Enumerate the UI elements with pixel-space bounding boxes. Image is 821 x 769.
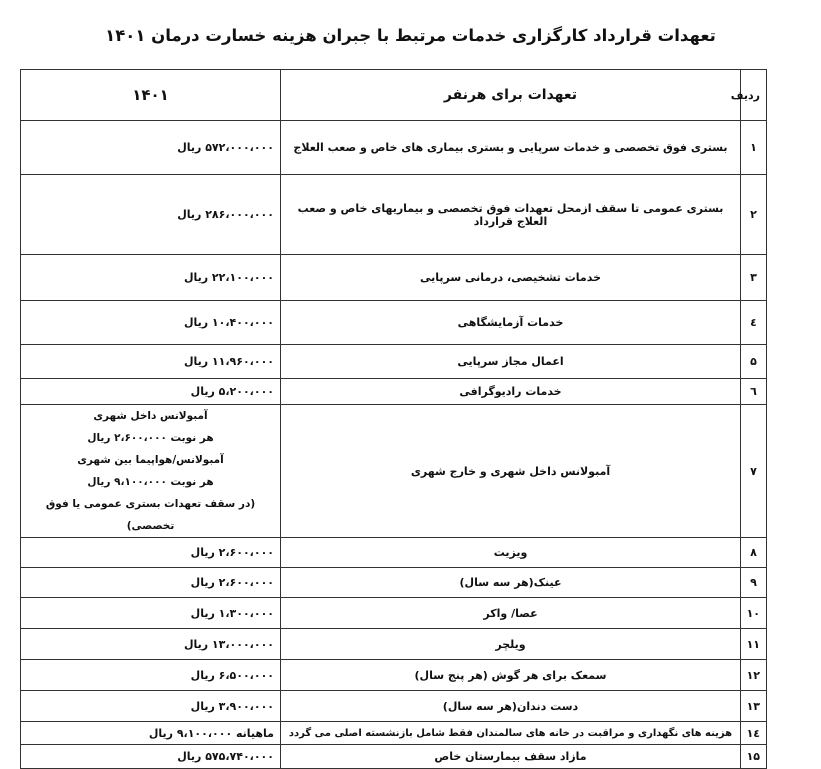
- amount-line: آمبولانس داخل شهری: [93, 410, 208, 422]
- row-number: ۸: [741, 538, 767, 568]
- table-row: [21, 691, 767, 722]
- row-amount: ۵۷۵،۷۴۰،۰۰۰ ریال: [21, 745, 281, 769]
- row-number: ۷: [741, 405, 767, 538]
- row-amount: ۱۳،۰۰۰،۰۰۰ ریال: [21, 629, 281, 660]
- table-row: [21, 255, 767, 301]
- row-amount: ۱۰،۴۰۰،۰۰۰ ریال: [21, 301, 281, 345]
- table-row: [21, 660, 767, 691]
- row-number: ۱: [741, 121, 767, 175]
- row-number: ۵: [741, 345, 767, 379]
- row-number: ۱۱: [741, 629, 767, 660]
- row-amount: ۲،۶۰۰،۰۰۰ ریال: [21, 568, 281, 598]
- table-row: [21, 722, 767, 745]
- table-row: [21, 175, 767, 255]
- row-service: خدمات آزمایشگاهی: [281, 301, 741, 345]
- row-amount: ۵۷۲،۰۰۰،۰۰۰ ریال: [21, 121, 281, 175]
- amount-line: هر نوبت ۹،۱۰۰،۰۰۰ ریال: [87, 476, 214, 488]
- obligations-table: [20, 69, 767, 769]
- row-amount: ۶،۵۰۰،۰۰۰ ریال: [21, 660, 281, 691]
- table-row: [21, 538, 767, 568]
- row-service: اعمال مجاز سرپایی: [281, 345, 741, 379]
- row-amount: ماهیانه ۹،۱۰۰،۰۰۰ ریال: [21, 722, 281, 745]
- row-amount: ۲،۶۰۰،۰۰۰ ریال: [21, 538, 281, 568]
- table-row: [21, 629, 767, 660]
- row-amount: ۵،۲۰۰،۰۰۰ ریال: [21, 379, 281, 405]
- row-amount: [21, 405, 281, 538]
- header-number: ردیف: [741, 70, 767, 121]
- amount-line: آمبولانس/هواپیما بین شهری: [77, 454, 224, 466]
- row-service: عینک(هر سه سال): [281, 568, 741, 598]
- row-amount: ۲۲،۱۰۰،۰۰۰ ریال: [21, 255, 281, 301]
- table-row: [21, 745, 767, 769]
- row-service: خدمات رادیوگرافی: [281, 379, 741, 405]
- header-amount: ۱۴۰۱: [21, 70, 281, 121]
- row-number: ۱۰: [741, 598, 767, 629]
- row-number: ۱۳: [741, 691, 767, 722]
- row-service: ویزیت: [281, 538, 741, 568]
- header-service: تعهدات برای هرنفر: [281, 70, 741, 121]
- amount-line: هر نوبت ۲،۶۰۰،۰۰۰ ریال: [87, 432, 214, 444]
- row-service: عصا/ واکر: [281, 598, 741, 629]
- row-amount: ۳،۹۰۰،۰۰۰ ریال: [21, 691, 281, 722]
- row-service: مازاد سقف بیمارستان خاص: [281, 745, 741, 769]
- table-row: [21, 598, 767, 629]
- row-number: ۲: [741, 175, 767, 255]
- row-number: ۱٤: [741, 722, 767, 745]
- table-row: [21, 121, 767, 175]
- row-service: بستری فوق تخصصی و خدمات سرپایی و بستری بیماری های خاص و صعب العلاج: [281, 121, 741, 175]
- row-service: دست دندان(هر سه سال): [281, 691, 741, 722]
- table-row: [21, 568, 767, 598]
- row-service: سمعک برای هر گوش (هر پنج سال): [281, 660, 741, 691]
- table-header-row: [21, 70, 767, 121]
- amount-line: (در سقف تعهدات بستری عمومی یا فوق تخصصی): [45, 498, 256, 532]
- row-service: خدمات تشخیصی، درمانی سرپایی: [281, 255, 741, 301]
- page-title: تعهدات قرارداد کارگزاری خدمات مرتبط با جبران هزینه خسارت درمان ۱۴۰۱: [105, 26, 716, 45]
- row-service: ویلچر: [281, 629, 741, 660]
- row-number: ۹: [741, 568, 767, 598]
- table-row: [21, 405, 767, 538]
- row-number: ٦: [741, 379, 767, 405]
- row-amount: ۱۱،۹۶۰،۰۰۰ ریال: [21, 345, 281, 379]
- row-service: هزینه های نگهداری و مراقبت در خانه های سالمندان فقط شامل بازنشسته اصلی می گردد: [281, 722, 741, 745]
- row-number: ۳: [741, 255, 767, 301]
- table-row: [21, 379, 767, 405]
- row-service: آمبولانس داخل شهری و خارج شهری: [281, 405, 741, 538]
- row-number: ۱۲: [741, 660, 767, 691]
- row-number: ۱۵: [741, 745, 767, 769]
- row-amount: ۱،۳۰۰،۰۰۰ ریال: [21, 598, 281, 629]
- row-service: بستری عمومی تا سقف ازمحل تعهدات فوق تخصصی و بیماریهای خاص و صعب العلاج قرارداد: [281, 175, 741, 255]
- row-number: ٤: [741, 301, 767, 345]
- table-row: [21, 301, 767, 345]
- row-amount: ۲۸۶،۰۰۰،۰۰۰ ریال: [21, 175, 281, 255]
- table-row: [21, 345, 767, 379]
